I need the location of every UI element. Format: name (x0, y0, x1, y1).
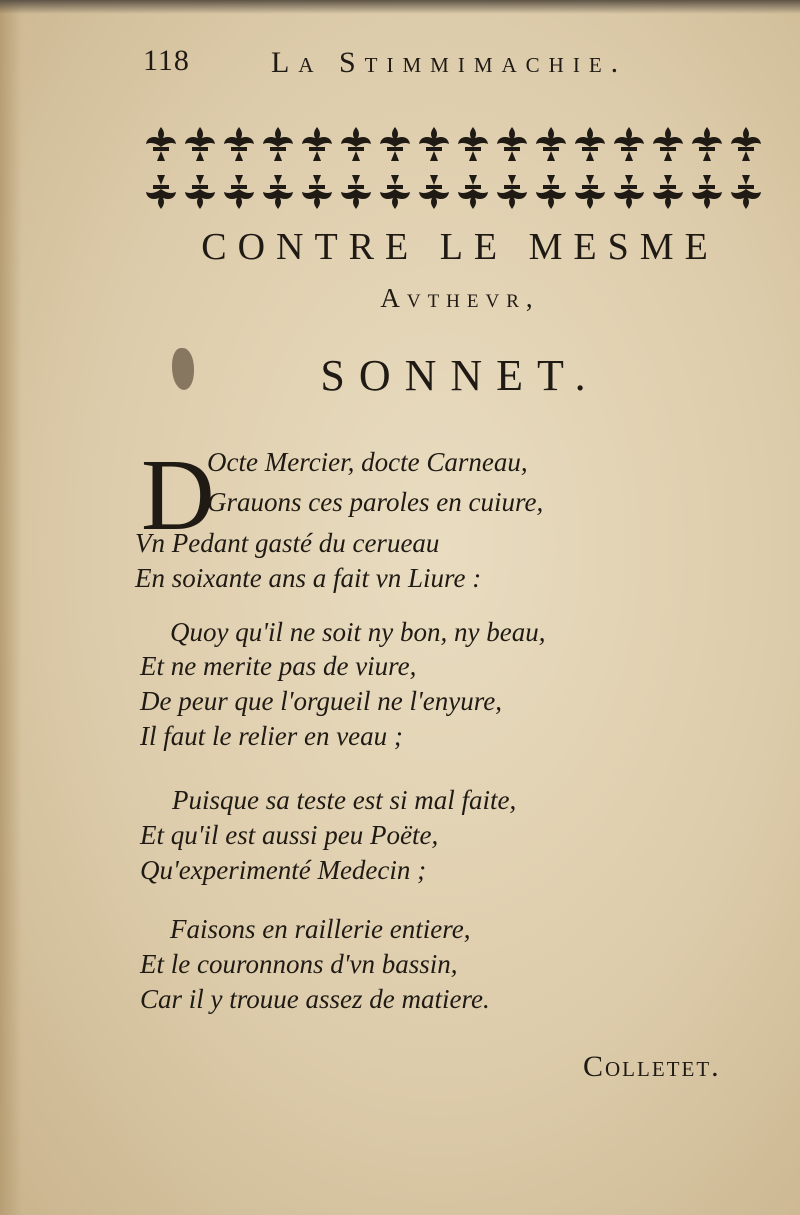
fleuron-icon (419, 175, 449, 209)
fleuron-icon (536, 127, 566, 161)
fleuron-icon (536, 175, 566, 209)
fleuron-icon (614, 175, 644, 209)
fleuron-band-icon (142, 125, 770, 215)
verse-line: Et le couronnons d'vn bassin, (140, 949, 458, 979)
heading-contre-le-mesme: CONTRE LE MESME (201, 226, 719, 268)
verse-line: En soixante ans a fait vn Liure : (135, 563, 482, 593)
verse-line: Quoy qu'il ne soit ny bon, ny beau, (170, 617, 546, 647)
fleuron-icon (692, 127, 722, 161)
fleuron-icon (380, 175, 410, 209)
page-header (143, 44, 700, 84)
fleuron-icon (341, 175, 371, 209)
page-edge (0, 0, 22, 1215)
fleuron-icon (185, 175, 215, 209)
fleuron-icon (692, 175, 722, 209)
verse-line: Car il y trouue assez de matiere. (140, 984, 490, 1014)
fleuron-icon (380, 127, 410, 161)
running-title: La Stimmimachie. (271, 46, 628, 79)
fleuron-icon (731, 175, 761, 209)
fleuron-icon (497, 127, 527, 161)
fleuron-icon (458, 175, 488, 209)
fleuron-icon (614, 127, 644, 161)
fleuron-icon (497, 175, 527, 209)
verse-line: Et qu'il est aussi peu Poëte, (140, 820, 439, 850)
fleuron-icon (575, 175, 605, 209)
fleuron-icon (653, 175, 683, 209)
fleuron-icon (458, 127, 488, 161)
verse-line: Et ne merite pas de viure, (140, 651, 417, 681)
fleuron-icon (341, 127, 371, 161)
verse-line: Octe Mercier, docte Carneau, (207, 447, 528, 477)
poem-type-sonnet: SONNET. (320, 351, 600, 400)
fleuron-icon (731, 127, 761, 161)
drop-cap: D (141, 439, 215, 552)
fleuron-icon (653, 127, 683, 161)
verse-line: Qu'experimenté Medecin ; (140, 855, 427, 885)
verse-line: Puisque sa teste est si mal faite, (172, 785, 517, 815)
verse-line: De peur que l'orgueil ne l'enyure, (140, 686, 502, 716)
verse-line: Faisons en raillerie entiere, (170, 914, 471, 944)
fleuron-icon (146, 127, 176, 161)
fleuron-icon (302, 175, 332, 209)
verse-line: Il faut le relier en veau ; (140, 721, 403, 751)
verse-line: Vn Pedant gasté du cerueau (135, 528, 440, 558)
author-signature: Colletet. (583, 1050, 721, 1083)
fleuron-icon (224, 127, 254, 161)
fleuron-icon (302, 127, 332, 161)
fleuron-icon (263, 175, 293, 209)
subheading-autheur: Avthevr, (380, 283, 540, 313)
page-number: 118 (143, 44, 190, 77)
fleuron-icon (146, 175, 176, 209)
fleuron-icon (575, 127, 605, 161)
fleuron-icon (263, 127, 293, 161)
fleuron-icon (224, 175, 254, 209)
fleuron-icon (185, 127, 215, 161)
top-shadow (0, 0, 800, 14)
verse-line: Grauons ces paroles en cuiure, (207, 487, 544, 517)
fleuron-icon (419, 127, 449, 161)
